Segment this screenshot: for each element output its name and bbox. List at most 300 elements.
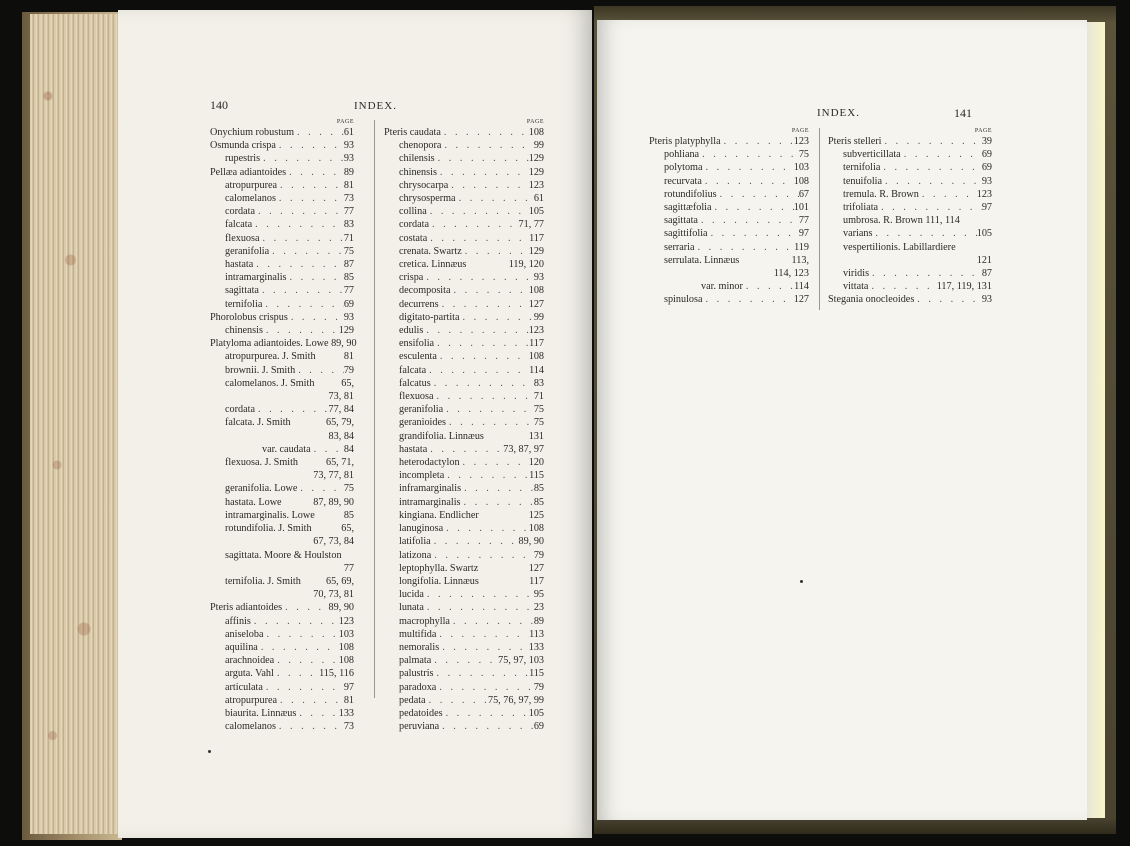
index-entry <box>649 201 809 214</box>
leader-dots <box>462 245 529 258</box>
entry-pages: 114 <box>529 364 544 376</box>
entry-pages: 97 <box>343 681 354 693</box>
entry-term: aquilina <box>225 641 258 653</box>
entry-pages: 65, 69, <box>325 575 354 587</box>
index-column-left-2 <box>384 118 544 733</box>
index-entry <box>210 628 354 641</box>
entry-pages: 129 <box>528 153 544 165</box>
index-entry <box>210 575 354 588</box>
left-page <box>118 10 592 838</box>
leader-dots <box>466 258 508 271</box>
leader-dots <box>423 271 533 284</box>
entry-term: cordata <box>399 219 429 231</box>
entry-pages: 65, 71, <box>325 457 354 469</box>
entry-term: polytoma <box>664 162 703 174</box>
leader-dots <box>878 201 982 214</box>
leader-dots <box>277 694 344 707</box>
entry-term: inframarginalis <box>399 483 462 495</box>
leader-dots <box>342 549 354 562</box>
entry-pages: 73 <box>343 721 354 733</box>
index-entry <box>210 139 354 152</box>
leader-dots <box>263 681 344 694</box>
entry-term: decurrens <box>399 298 439 310</box>
entry-term: Pteris platyphylla <box>649 136 721 147</box>
leader-dots <box>255 205 344 218</box>
leader-dots <box>298 456 326 469</box>
index-entry <box>384 430 544 443</box>
entry-pages: 103 <box>793 162 809 174</box>
entry-term: sagittata <box>225 285 259 297</box>
entry-pages: 97 <box>981 202 992 214</box>
index-entry <box>384 139 544 152</box>
leader-dots <box>869 267 982 280</box>
leader-dots <box>901 148 982 161</box>
leader-dots <box>441 139 533 152</box>
entry-pages: 75, 97, 103 <box>498 655 544 667</box>
entry-term: varians <box>843 228 873 240</box>
index-entry <box>210 456 354 469</box>
index-entry <box>828 267 992 280</box>
entry-term: leptophylla. Swartz <box>399 562 479 574</box>
entry-pages: 133 <box>528 641 544 653</box>
leader-dots <box>258 641 339 654</box>
leader-dots <box>717 188 799 201</box>
entry-pages: 87, 89, 90 <box>313 496 354 508</box>
entry-pages: 99 <box>533 311 544 323</box>
entry-term: intramarginalis <box>399 496 461 508</box>
entry-pages: 123 <box>528 325 544 337</box>
entry-term: collina <box>399 206 427 218</box>
index-entry <box>384 694 544 707</box>
entry-term: pedata <box>399 694 426 706</box>
index-entry <box>384 324 544 337</box>
index-entry <box>384 126 544 139</box>
entry-pages: 85 <box>533 496 544 508</box>
leader-dots <box>274 654 339 667</box>
column-divider <box>374 120 375 698</box>
leader-dots <box>956 241 992 254</box>
index-entry <box>649 161 809 174</box>
index-entry <box>384 377 544 390</box>
entry-pages: 95 <box>533 589 544 601</box>
entry-term: palustris <box>399 668 434 680</box>
index-entry <box>210 311 354 324</box>
leader-dots <box>423 324 528 337</box>
index-entry <box>210 271 354 284</box>
entry-term: calomelanos <box>225 721 276 733</box>
leader-dots <box>274 667 319 680</box>
leader-dots <box>294 126 344 139</box>
index-entry <box>384 218 544 231</box>
entry-pages: 129 <box>528 245 544 257</box>
entry-pages: 108 <box>528 523 544 535</box>
entry-pages: 108 <box>338 655 354 667</box>
entry-term: crenata. Swartz <box>399 245 462 257</box>
entry-term: calomelanos. J. Smith <box>225 377 315 389</box>
entry-pages: 73, 87, 97 <box>503 443 544 455</box>
index-entry <box>384 166 544 179</box>
entry-term: falcata. J. Smith <box>225 417 291 429</box>
entry-term: cordata <box>225 206 255 218</box>
leader-dots <box>460 311 534 324</box>
entry-pages: 105 <box>976 228 992 240</box>
leader-dots <box>263 628 338 641</box>
entry-term: atropurpurea. J. Smith <box>225 351 316 363</box>
index-entry <box>384 152 544 165</box>
entry-term: chrysosperma <box>399 193 456 205</box>
index-entry <box>384 416 544 429</box>
index-entry <box>828 254 992 267</box>
index-entry <box>210 126 354 139</box>
leader-dots <box>276 192 344 205</box>
index-entry <box>649 175 809 188</box>
entry-term: var. caudata <box>262 443 311 455</box>
leader-dots <box>427 205 529 218</box>
index-entry <box>828 227 992 240</box>
index-entry <box>384 258 544 271</box>
entry-term: sagittæfolia <box>664 202 712 214</box>
entry-term: Pteris stelleri <box>828 136 882 147</box>
leader-dots <box>424 588 534 601</box>
page-column-label: PAGE <box>791 128 809 134</box>
entry-term: spinulosa <box>664 294 703 306</box>
entry-pages: 71 <box>343 232 354 244</box>
entry-term: geranioides <box>399 417 446 429</box>
leader-dots <box>446 416 534 429</box>
index-entry <box>384 667 544 680</box>
index-entry <box>384 403 544 416</box>
index-entry <box>210 654 354 667</box>
leader-dots <box>444 469 529 482</box>
index-entry <box>384 245 544 258</box>
index-entry <box>384 522 544 535</box>
entry-pages: 69 <box>981 162 992 174</box>
entry-term: hastata <box>225 259 254 271</box>
entry-term: ternifolia <box>843 162 881 174</box>
entry-pages: 113, <box>791 254 809 266</box>
entry-term: paradoxa <box>399 681 437 693</box>
leader-dots <box>431 654 498 667</box>
entry-term: serraria <box>664 241 695 253</box>
left-page-number: 140 <box>210 98 228 112</box>
entry-pages: 67, 73, 84 <box>313 536 354 548</box>
leader-dots <box>450 615 534 628</box>
leader-dots <box>437 350 529 363</box>
entry-pages: 65, <box>341 523 354 535</box>
leader-dots <box>436 681 533 694</box>
entry-pages: 108 <box>528 351 544 363</box>
entry-pages: 87 <box>981 268 992 280</box>
entry-pages: 61 <box>343 127 354 138</box>
entry-term: pohliana <box>664 149 700 161</box>
index-entry <box>210 192 354 205</box>
leader-dots <box>484 430 529 443</box>
index-entry <box>210 179 354 192</box>
leader-dots <box>431 377 534 390</box>
entry-term: chinensis <box>225 325 263 337</box>
entry-term: viridis <box>843 268 870 280</box>
entry-pages: 119, 120 <box>508 259 544 271</box>
index-entry <box>210 720 354 733</box>
index-entry <box>649 280 809 293</box>
leader-dots <box>712 201 794 214</box>
leader-dots <box>743 280 794 293</box>
entry-term: esculenta <box>399 351 437 363</box>
entry-pages: 75 <box>533 417 544 429</box>
entry-term: incompleta <box>399 470 445 482</box>
entry-term: lanuginosa <box>399 523 444 535</box>
entry-pages: 65, <box>341 377 354 389</box>
right-page-edge <box>1087 22 1105 818</box>
index-entry <box>210 416 354 429</box>
index-entry <box>210 390 354 403</box>
leader-dots <box>443 403 534 416</box>
index-entry <box>384 720 544 733</box>
leader-dots <box>441 126 529 139</box>
index-entry <box>384 615 544 628</box>
entry-term: Onychium robustum <box>210 127 295 138</box>
leader-dots <box>260 152 344 165</box>
entry-term: intramarginalis <box>225 272 287 284</box>
index-entry <box>384 681 544 694</box>
entry-term: tremula. R. Brown <box>843 188 919 200</box>
entry-pages: 125 <box>528 509 544 521</box>
entry-term: ternifolia <box>225 298 263 310</box>
entry-pages: 93 <box>981 175 992 187</box>
leader-dots <box>448 179 529 192</box>
entry-term: arachnoidea <box>225 655 275 667</box>
index-entry <box>649 135 809 148</box>
entry-pages: 61 <box>533 193 544 205</box>
entry-pages: 129 <box>338 325 354 337</box>
index-entry <box>828 188 992 201</box>
entry-term: atropurpurea <box>225 179 278 191</box>
entry-term: sagittata <box>664 215 698 227</box>
entry-pages: 93 <box>343 311 354 323</box>
entry-term: flexuosa <box>225 232 260 244</box>
index-entry <box>210 469 354 482</box>
entry-pages: 83 <box>343 219 354 231</box>
entry-pages: 119 <box>794 241 809 253</box>
entry-term: affinis <box>225 615 251 627</box>
index-entry <box>828 148 992 161</box>
leader-dots <box>479 509 529 522</box>
entry-term: latifolia <box>399 536 431 548</box>
entry-pages: 67 <box>798 188 809 200</box>
index-entry <box>210 152 354 165</box>
index-entry <box>384 601 544 614</box>
index-entry <box>210 535 354 548</box>
entry-term: hastata <box>399 443 428 455</box>
leader-dots <box>260 232 344 245</box>
leader-dots <box>427 443 503 456</box>
entry-pages: 123 <box>338 615 354 627</box>
entry-term: rotundifolius <box>664 188 717 200</box>
entry-pages: 71, 77 <box>518 219 544 231</box>
leader-dots <box>426 694 488 707</box>
entry-term: cordata <box>225 404 255 416</box>
entry-term: var. minor <box>701 281 743 293</box>
index-entry <box>210 443 354 456</box>
index-entry <box>384 364 544 377</box>
leader-dots <box>297 482 343 495</box>
index-entry <box>210 681 354 694</box>
entry-pages: 23 <box>533 602 544 614</box>
index-entry <box>210 667 354 680</box>
leader-dots <box>708 227 799 240</box>
index-entry <box>649 148 809 161</box>
entry-pages: 117 <box>529 575 544 587</box>
leader-dots <box>880 161 981 174</box>
entry-pages: 123 <box>976 188 992 200</box>
entry-pages: 69 <box>343 298 354 310</box>
index-entry <box>828 201 992 214</box>
index-entry <box>649 214 809 227</box>
leader-dots <box>286 166 344 179</box>
entry-pages: 69 <box>981 149 992 161</box>
entry-term: falcatus <box>399 377 431 389</box>
leader-dots <box>703 293 794 306</box>
index-entry <box>210 601 354 614</box>
index-entry <box>210 615 354 628</box>
entry-pages: 113 <box>529 628 544 640</box>
right-running-head: INDEX. <box>817 107 860 119</box>
leader-dots <box>702 175 794 188</box>
leader-dots <box>252 218 344 231</box>
foxing-spots <box>30 14 120 834</box>
entry-term: falcata <box>225 219 253 231</box>
leader-dots <box>427 232 529 245</box>
index-entry <box>384 271 544 284</box>
index-entry <box>210 364 354 377</box>
index-entry <box>210 284 354 297</box>
leader-dots <box>443 522 529 535</box>
entry-pages: 89, 90 <box>328 602 354 614</box>
entry-pages: 75 <box>533 404 544 416</box>
index-entry <box>384 469 544 482</box>
entry-pages: 114, 123 <box>773 268 809 280</box>
right-page-number: 141 <box>954 106 972 120</box>
entry-pages: 85 <box>343 272 354 284</box>
entry-term: brownii. J. Smith <box>225 364 296 376</box>
leader-dots <box>698 214 799 227</box>
entry-pages: 93 <box>533 272 544 284</box>
ink-speck <box>208 750 211 753</box>
entry-pages: 73, 81 <box>328 391 354 403</box>
index-entry <box>384 456 544 469</box>
entry-pages: 127 <box>528 562 544 574</box>
leader-dots <box>263 324 339 337</box>
index-entry <box>210 324 354 337</box>
index-entry <box>384 390 544 403</box>
entry-term: ternifolia. J. Smith <box>225 575 301 587</box>
index-entry <box>384 205 544 218</box>
entry-term: aniseloba <box>225 628 264 640</box>
entry-term: Phorolobus crispus <box>210 311 288 323</box>
leader-dots <box>429 218 519 231</box>
entry-term: nemoralis <box>399 641 440 653</box>
leader-dots <box>253 258 344 271</box>
entry-pages: 83, 84 <box>328 430 354 442</box>
leader-dots <box>255 403 329 416</box>
entry-pages: 115, 116 <box>319 668 354 680</box>
entry-term: lunata <box>399 602 424 614</box>
index-entry <box>384 588 544 601</box>
entry-pages: 89 <box>533 615 544 627</box>
leader-dots <box>437 166 529 179</box>
leader-dots <box>451 284 529 297</box>
entry-pages: 79 <box>533 549 544 561</box>
index-entry <box>384 192 544 205</box>
entry-term: Pteris adiantoides <box>210 602 283 614</box>
entry-pages: 93 <box>343 153 354 165</box>
entry-term: flexuosa <box>399 391 434 403</box>
index-entry <box>828 241 992 254</box>
entry-term: ensifolia <box>399 338 435 350</box>
entry-term: umbrosa. R. Brown 111, 114 <box>843 215 960 227</box>
entry-pages: 73 <box>343 193 354 205</box>
index-entry <box>384 509 544 522</box>
leader-dots <box>695 241 795 254</box>
entry-pages: 105 <box>528 206 544 218</box>
index-entry <box>649 293 809 306</box>
entry-term: Pellæa adiantoides <box>210 166 287 178</box>
entry-term: Pteris caudata <box>384 127 441 138</box>
entry-pages: 75 <box>343 483 354 495</box>
entry-pages: 65, 79, <box>325 417 354 429</box>
entry-pages: 73, 77, 81 <box>313 470 354 482</box>
entry-pages: 69 <box>533 721 544 733</box>
index-entry <box>384 535 544 548</box>
ink-speck <box>800 580 803 583</box>
index-entry <box>384 628 544 641</box>
entry-term: sagittata. Moore & Houlston <box>225 549 342 561</box>
index-entry <box>210 166 354 179</box>
entry-term: Platyloma adiantoides. Lowe 89, 90 <box>210 338 357 350</box>
leader-dots <box>436 628 529 641</box>
index-entry <box>384 298 544 311</box>
entry-pages: 120 <box>528 457 544 469</box>
leader-dots <box>960 214 992 227</box>
leader-dots <box>262 298 343 311</box>
entry-term: trifoliata <box>843 202 879 214</box>
index-entry <box>384 232 544 245</box>
entry-term: cretica. Linnæus <box>399 259 467 271</box>
entry-term: macrophylla <box>399 615 450 627</box>
entry-term: rupestris <box>225 153 261 165</box>
entry-term: lucida <box>399 589 424 601</box>
leader-dots <box>301 575 326 588</box>
index-entry <box>210 522 354 535</box>
index-entry <box>649 241 809 254</box>
leader-dots <box>276 720 344 733</box>
page-column-label: PAGE <box>336 119 354 125</box>
leader-dots <box>919 188 977 201</box>
entry-term: falcata <box>399 364 427 376</box>
entry-pages: 75 <box>798 149 809 161</box>
leader-dots <box>316 350 344 363</box>
index-entry <box>828 280 992 293</box>
index-entry <box>210 205 354 218</box>
leader-dots <box>721 135 794 148</box>
leader-dots <box>456 192 534 205</box>
entry-pages: 115 <box>529 470 544 482</box>
entry-term: serrulata. Linnæus <box>664 254 740 266</box>
index-entry <box>210 403 354 416</box>
leader-dots <box>277 179 344 192</box>
index-entry <box>384 284 544 297</box>
entry-term: decomposita <box>399 285 451 297</box>
